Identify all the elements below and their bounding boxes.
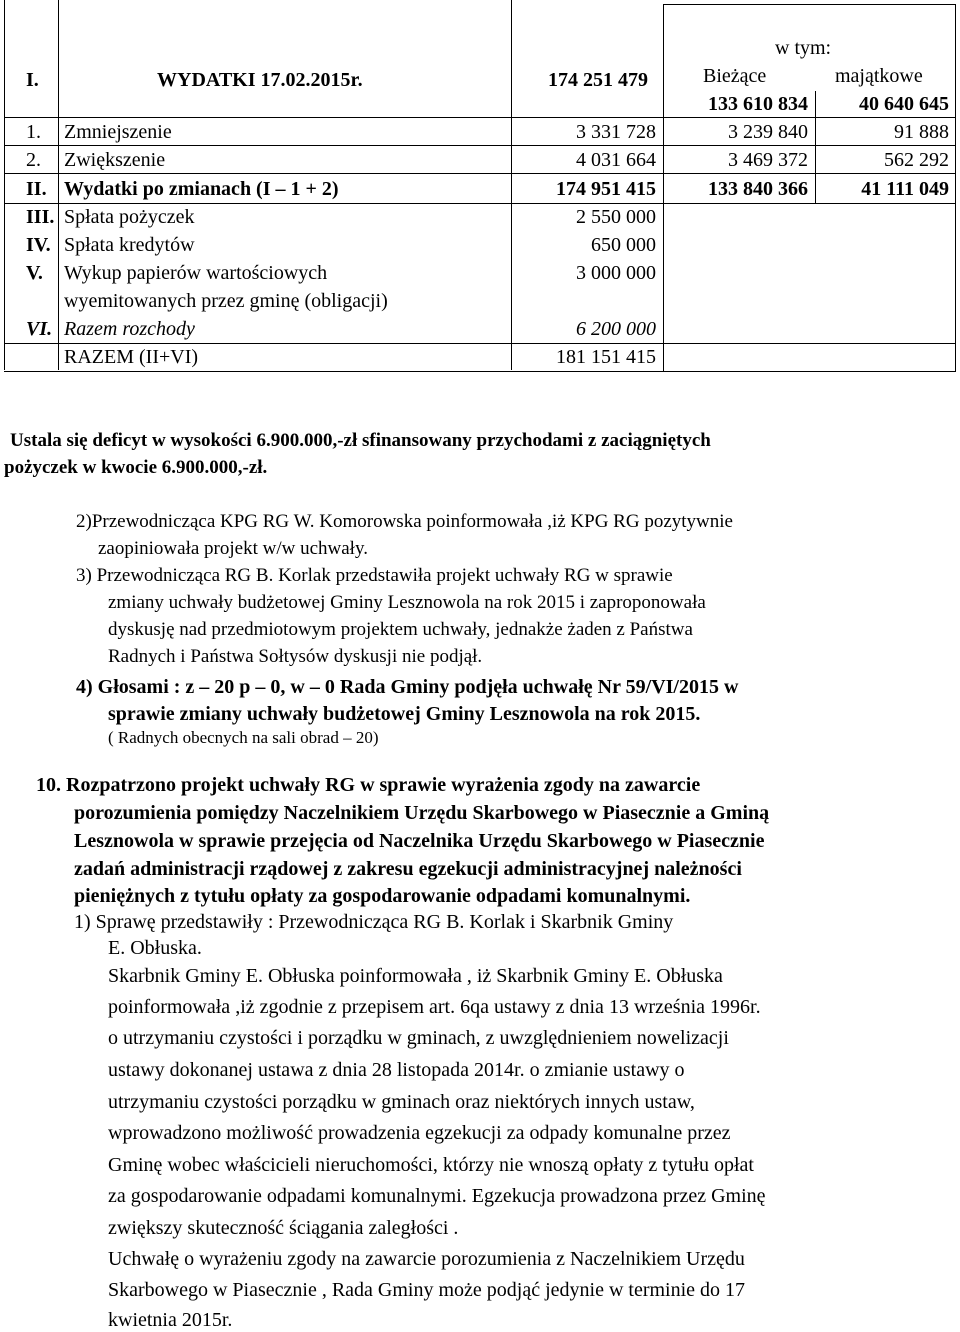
row-label: Zmniejszenie — [64, 121, 172, 143]
item-2-line: zaopiniowała projekt w/w uchwały. — [98, 538, 368, 559]
section-10-heading-line: porozumienia pomiędzy Naczelnikiem Urzędu Skarbowego w Piasecznie a Gminą — [74, 802, 770, 824]
section-10-item-1-line: E. Obłuska. — [108, 937, 202, 959]
row-capital: 91 888 — [894, 121, 949, 143]
item-3-line: zmiany uchwały budżetowej Gminy Lesznowola na rok 2015 i zaproponowała — [108, 592, 706, 613]
row-total: 181 151 415 — [556, 346, 656, 368]
row-total: 6 200 000 — [576, 318, 656, 340]
row-capital: 562 292 — [884, 149, 949, 171]
row-current: 133 840 366 — [708, 178, 808, 200]
section-10-heading-line: Lesznowola w sprawie przejęcia od Naczelnika Urzędu Skarbowego w Piasecznie — [74, 830, 765, 852]
row-total: 4 031 664 — [576, 149, 656, 171]
row-num: III. — [26, 206, 55, 228]
row-total: 3 000 000 — [576, 262, 656, 284]
header-total: 174 251 479 — [548, 69, 648, 91]
row-total: 650 000 — [591, 234, 656, 256]
row-num: 1. — [26, 121, 41, 143]
body-line: Skarbnik Gminy E. Obłuska poinformowała , iż Skarbnik Gminy E. Obłuska — [108, 965, 723, 987]
header-label: WYDATKI 17.02.2015r. — [157, 69, 363, 91]
body-line: o utrzymaniu czystości i porządku w gminach, z uwzględnieniem nowelizacji — [108, 1027, 729, 1049]
row-current: 3 239 840 — [728, 121, 808, 143]
header-current-value: 133 610 834 — [708, 93, 808, 115]
header-capital-value: 40 640 645 — [859, 93, 949, 115]
body-line: za gospodarowanie odpadami komunalnymi. Egzekucja prowadzona przez Gminę — [108, 1185, 766, 1207]
body-line: ustawy dokonanej ustawa z dnia 28 listopada 2014r. o zmianie ustawy o — [108, 1059, 685, 1081]
row-num: V. — [26, 262, 43, 284]
header-current: Bieżące — [703, 65, 767, 87]
body-line: zwiększy skuteczność ściągania zaległości . — [108, 1217, 459, 1239]
header-capital: majątkowe — [835, 65, 923, 87]
row-label-continued: wyemitowanych przez gminę (obligacji) — [64, 290, 388, 312]
row-num: 2. — [26, 149, 41, 171]
body-line: Skarbowego w Piasecznie , Rada Gminy może podjąć jedynie w terminie do 17 — [108, 1279, 746, 1301]
body-line: utrzymaniu czystości porządku w gminach oraz niektórych innych ustaw, — [108, 1091, 695, 1113]
row-current: 3 469 372 — [728, 149, 808, 171]
item-4-note: ( Radnych obecnych na sali obrad – 20) — [108, 728, 379, 747]
item-3-line: dyskusję nad przedmiotowym projektem uchwały, jednakże żaden z Państwa — [108, 619, 693, 640]
row-label: Zwiększenie — [64, 149, 166, 171]
row-num: IV. — [26, 234, 51, 256]
row-label: Wykup papierów wartościowych — [64, 262, 328, 284]
section-10-heading-line: 10. Rozpatrzono projekt uchwały RG w sprawie wyrażenia zgody na zawarcie — [36, 774, 701, 796]
row-capital: 41 111 049 — [861, 178, 949, 200]
deficit-line: pożyczek w kwocie 6.900.000,-zł. — [4, 457, 268, 478]
row-total: 174 951 415 — [556, 178, 656, 200]
header-in-which: w tym: — [775, 37, 832, 59]
row-num: II. — [26, 178, 47, 200]
item-3-line: 3) Przewodnicząca RG B. Korlak przedstawiła projekt uchwały RG w sprawie — [76, 565, 673, 586]
section-10-heading-line: pieniężnych z tytułu opłaty za gospodarowanie odpadami komunalnymi. — [74, 885, 691, 907]
body-line: wprowadzono możliwość prowadzenia egzekucji za odpady komunalne przez — [108, 1122, 731, 1144]
row-num: VI. — [26, 318, 53, 340]
row-label: Spłata kredytów — [64, 234, 195, 256]
body-line: poinformowała ,iż zgodnie z przepisem art. 6qa ustawy z dnia 13 września 1996r. — [108, 996, 761, 1018]
row-label: Spłata pożyczek — [64, 206, 195, 228]
body-line: Uchwałę o wyrażeniu zgody na zawarcie porozumienia z Naczelnikiem Urzędu — [108, 1248, 745, 1270]
body-line: Gminę wobec właścicieli nieruchomości, którzy nie wnoszą opłaty z tytułu opłat — [108, 1154, 754, 1176]
section-10-heading-line: zadań administracji rządowej z zakresu egzekucji administracyjnej należności — [74, 858, 742, 880]
body-line: kwietnia 2015r. — [108, 1309, 233, 1331]
item-4-line: 4) Głosami : z – 20 p – 0, w – 0 Rada Gminy podjęła uchwałę Nr 59/VI/2015 w — [76, 676, 739, 698]
deficit-line: Ustala się deficyt w wysokości 6.900.000,-zł sfinansowany przychodami z zaciągniętych — [10, 430, 711, 451]
item-3-line: Radnych i Państwa Sołtysów dyskusji nie podjął. — [108, 646, 483, 667]
item-2-line: 2)Przewodnicząca KPG RG W. Komorowska poinformowała ,iż KPG RG pozytywnie — [76, 511, 733, 532]
item-4-line: sprawie zmiany uchwały budżetowej Gminy Lesznowola na rok 2015. — [108, 703, 701, 725]
row-label: RAZEM (II+VI) — [64, 346, 199, 368]
row-label: Wydatki po zmianach (I – 1 + 2) — [64, 178, 339, 200]
row-total: 3 331 728 — [576, 121, 656, 143]
header-num: I. — [26, 69, 39, 91]
row-total: 2 550 000 — [576, 206, 656, 228]
section-10-item-1-line: 1) Sprawę przedstawiły : Przewodnicząca RG B. Korlak i Skarbnik Gminy — [74, 911, 674, 933]
row-label: Razem rozchody — [64, 318, 195, 340]
